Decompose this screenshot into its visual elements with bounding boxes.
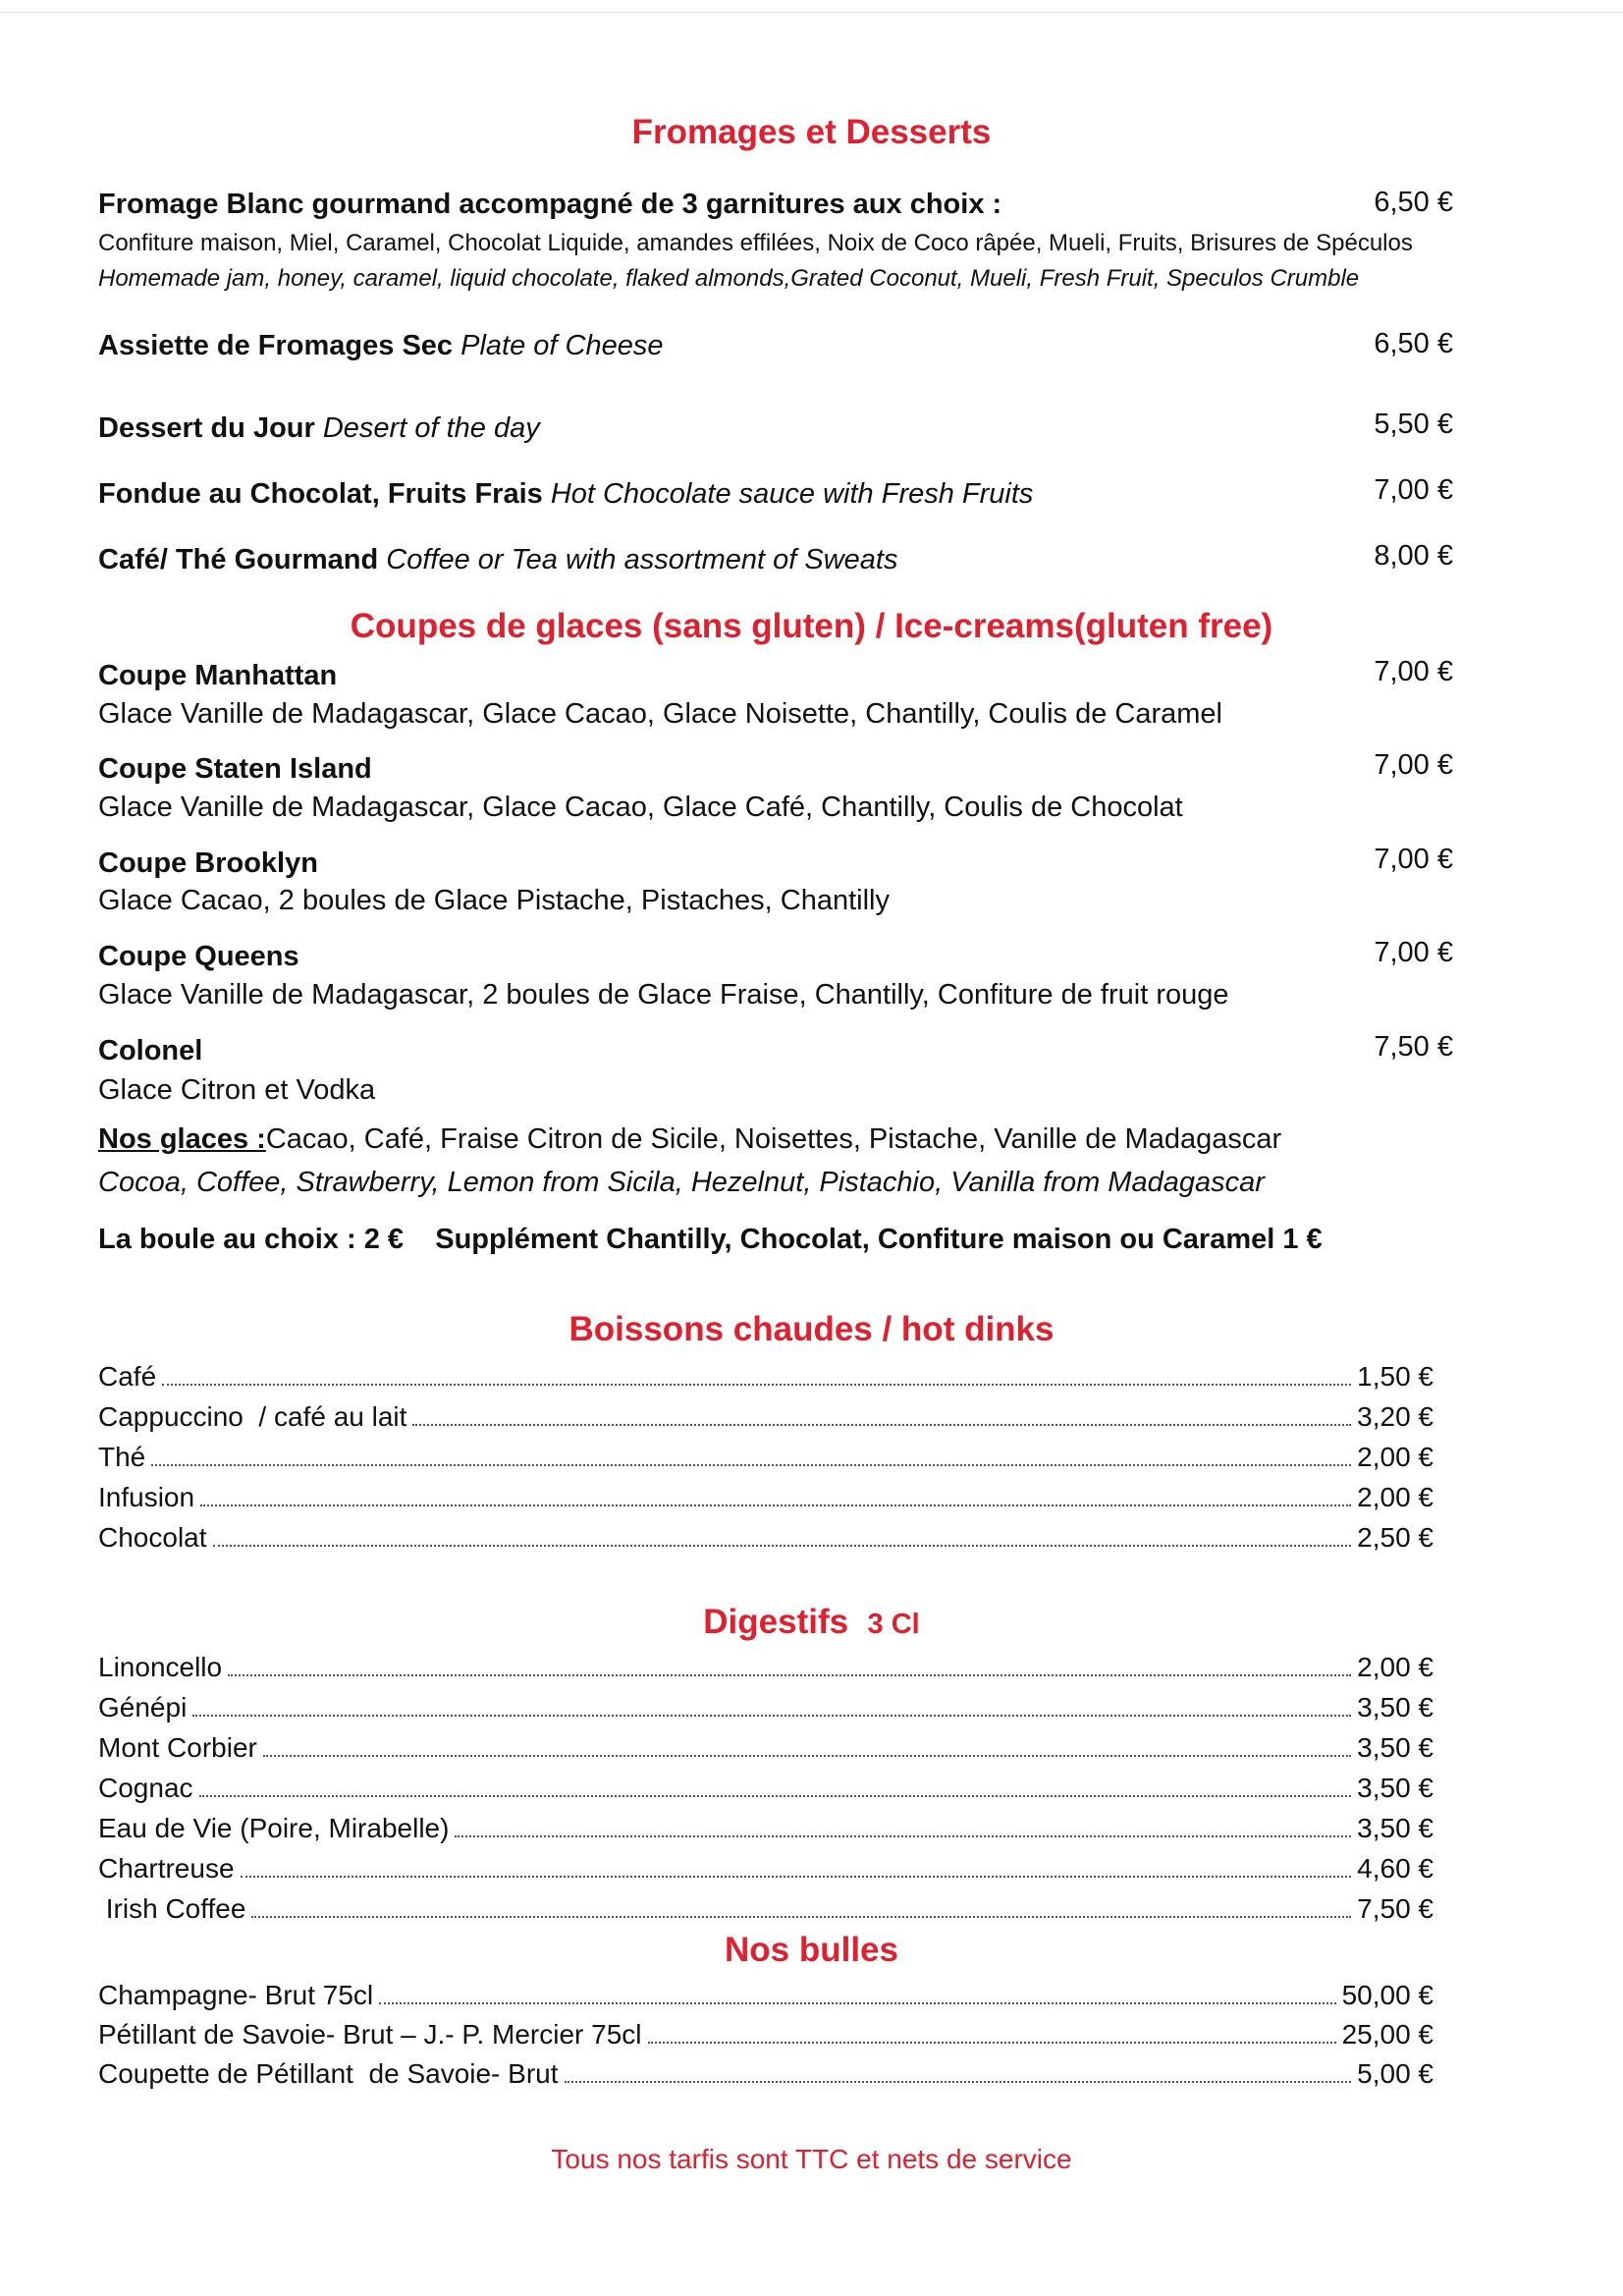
- item-name-manhattan: Coupe Manhattan: [98, 660, 338, 691]
- scan-edge-line: [0, 12, 1623, 13]
- bulles-item-name: Champagne- Brut 75cl: [98, 1980, 374, 2010]
- boissons-item-price: 2,50 €: [1357, 1522, 1434, 1553]
- leader-dots: [200, 1504, 1351, 1506]
- boissons-item-name: Thé: [98, 1442, 146, 1472]
- item-desc-colonel: Glace Citron et Vodka: [98, 1074, 376, 1106]
- item-price-cafe-gourmand: 8,00 €: [1374, 540, 1453, 572]
- boissons-row: [98, 1522, 1434, 1554]
- bulles-row: [98, 2058, 1434, 2090]
- boissons-row: [98, 1401, 1434, 1433]
- section-title-boissons: Boissons chaudes / hot dinks: [568, 1310, 1055, 1348]
- boissons-row: [98, 1482, 1434, 1513]
- boissons-item-price: 2,00 €: [1357, 1482, 1434, 1512]
- item-cafe-gourmand: Café/ Thé Gourmand Coffee or Tea with assortment of Sweats: [98, 544, 898, 575]
- digestifs-item-name: Linoncello: [98, 1652, 223, 1682]
- bulles-item-price: 5,00 €: [1357, 2058, 1434, 2089]
- boissons-item-name: Chocolat: [98, 1522, 207, 1553]
- nos-glaces-en: Cocoa, Coffee, Strawberry, Lemon from Sicila, Hezelnut, Pistachio, Vanilla from Madagascar: [98, 1167, 1265, 1198]
- nos-glaces-line: Nos glaces :Cacao, Café, Fraise Citron de Sicile, Noisettes, Pistache, Vanille de Madagascar: [98, 1123, 1282, 1155]
- leader-dots: [151, 1464, 1351, 1466]
- leader-dots: [192, 1715, 1351, 1717]
- item-desc-staten: Glace Vanille de Madagascar, Glace Cacao, Glace Café, Chantilly, Coulis de Chocolat: [98, 792, 1183, 823]
- boissons-item-name: Cappuccino / café au lait: [98, 1401, 407, 1432]
- digestifs-item-price: 7,50 €: [1357, 1893, 1434, 1924]
- digestifs-item-name: Cognac: [98, 1773, 193, 1803]
- boissons-item-name: Café: [98, 1361, 157, 1392]
- boule-au-choix-line: La boule au choix : 2 € Supplément Chantilly, Chocolat, Confiture maison ou Caramel 1 €: [98, 1224, 1323, 1255]
- item-fondue: Fondue au Chocolat, Fruits Frais Hot Chocolate sauce with Fresh Fruits: [98, 478, 1034, 510]
- section-title-fromages: Fromages et Desserts: [631, 113, 992, 151]
- leader-dots: [162, 1384, 1351, 1386]
- digestifs-item-price: 3,50 €: [1357, 1773, 1434, 1803]
- digestifs-row: [98, 1732, 1434, 1764]
- item-price-brooklyn: 7,00 €: [1374, 844, 1453, 875]
- digestifs-item-name: Génépi: [98, 1692, 188, 1722]
- leader-dots: [565, 2081, 1352, 2083]
- leader-dots: [379, 2002, 1335, 2004]
- bulles-row: [98, 1980, 1434, 2011]
- bulles-item-name: Pétillant de Savoie- Brut – J.- P. Mercier 75cl: [98, 2019, 642, 2050]
- item-price-fromage-blanc: 6,50 €: [1374, 187, 1453, 218]
- digestifs-item-price: 2,00 €: [1357, 1652, 1434, 1682]
- leader-dots: [455, 1835, 1351, 1837]
- item-desc-queens: Glace Vanille de Madagascar, 2 boules de Glace Fraise, Chantilly, Confiture de fruit rouge: [98, 979, 1229, 1011]
- leader-dots: [241, 1876, 1352, 1878]
- bulles-item-price: 50,00 €: [1341, 1980, 1434, 2010]
- digestifs-item-price: 3,50 €: [1357, 1692, 1434, 1722]
- item-name-queens: Coupe Queens: [98, 941, 299, 972]
- leader-dots: [263, 1755, 1351, 1757]
- digestifs-row: [98, 1853, 1434, 1885]
- leader-dots: [228, 1674, 1351, 1676]
- boissons-row: [98, 1442, 1434, 1473]
- digestifs-item-name: Eau de Vie (Poire, Mirabelle): [98, 1813, 450, 1843]
- boissons-item-name: Infusion: [98, 1482, 195, 1512]
- item-dessert-du-jour: Dessert du Jour Desert of the day: [98, 412, 540, 444]
- section-title-bulles: Nos bulles: [725, 1931, 898, 1969]
- section-title-glaces: Coupes de glaces (sans gluten) / Ice-creams(gluten free): [350, 607, 1273, 645]
- item-name-brooklyn: Coupe Brooklyn: [98, 847, 318, 879]
- boissons-item-price: 3,20 €: [1357, 1401, 1434, 1432]
- leader-dots: [251, 1916, 1351, 1918]
- boissons-row: [98, 1361, 1434, 1393]
- digestifs-row: [98, 1692, 1434, 1723]
- item-assiette-fromages: Assiette de Fromages Sec Plate of Cheese: [98, 330, 664, 361]
- digestifs-row: [98, 1813, 1434, 1844]
- item-price-staten: 7,00 €: [1374, 749, 1453, 781]
- digestifs-item-price: 4,60 €: [1357, 1853, 1434, 1884]
- bulles-item-name: Coupette de Pétillant de Savoie- Brut: [98, 2058, 559, 2089]
- item-price-colonel: 7,50 €: [1374, 1031, 1453, 1063]
- digestifs-item-name: Irish Coffee: [98, 1893, 246, 1924]
- item-price-fondue: 7,00 €: [1374, 474, 1453, 506]
- digestifs-row: [98, 1773, 1434, 1804]
- digestifs-item-price: 3,50 €: [1357, 1732, 1434, 1763]
- item-price-dessert-du-jour: 5,50 €: [1374, 409, 1453, 440]
- leader-dots: [412, 1424, 1351, 1426]
- item-desc-en-fromage-blanc: Homemade jam, honey, caramel, liquid chocolate, flaked almonds,Grated Coconut, Mueli, Fresh Fruit, Speculos Crumble: [98, 265, 1360, 292]
- digestifs-item-name: Mont Corbier: [98, 1732, 257, 1763]
- item-desc-brooklyn: Glace Cacao, 2 boules de Glace Pistache, Pistaches, Chantilly: [98, 885, 890, 916]
- item-price-manhattan: 7,00 €: [1374, 656, 1453, 687]
- leader-dots: [213, 1545, 1352, 1547]
- boissons-item-price: 1,50 €: [1357, 1361, 1434, 1392]
- boissons-item-price: 2,00 €: [1357, 1442, 1434, 1472]
- leader-dots: [648, 2042, 1336, 2044]
- leader-dots: [199, 1795, 1352, 1797]
- item-price-assiette: 6,50 €: [1374, 328, 1453, 359]
- digestifs-row: [98, 1652, 1434, 1683]
- digestifs-item-name: Chartreuse: [98, 1853, 235, 1884]
- item-price-queens: 7,00 €: [1374, 937, 1453, 968]
- digestifs-item-price: 3,50 €: [1357, 1813, 1434, 1843]
- item-name-fromage-blanc: Fromage Blanc gourmand accompagné de 3 garnitures aux choix :: [98, 189, 1002, 220]
- item-desc-fr-fromage-blanc: Confiture maison, Miel, Caramel, Chocolat Liquide, amandes effilées, Noix de Coco râpée, Mueli, Fruits, Brisures de Spéculos: [98, 230, 1413, 256]
- bulles-item-price: 25,00 €: [1341, 2019, 1434, 2050]
- item-name-staten: Coupe Staten Island: [98, 753, 372, 785]
- digestifs-row: [98, 1893, 1434, 1925]
- item-name-colonel: Colonel: [98, 1035, 203, 1066]
- section-title-digestifs: Digestifs 3 Cl: [703, 1603, 920, 1641]
- bulles-row: [98, 2019, 1434, 2050]
- item-desc-manhattan: Glace Vanille de Madagascar, Glace Cacao, Glace Noisette, Chantilly, Coulis de Caramel: [98, 698, 1222, 730]
- footer-note: Tous nos tarfis sont TTC et nets de service: [551, 2144, 1072, 2174]
